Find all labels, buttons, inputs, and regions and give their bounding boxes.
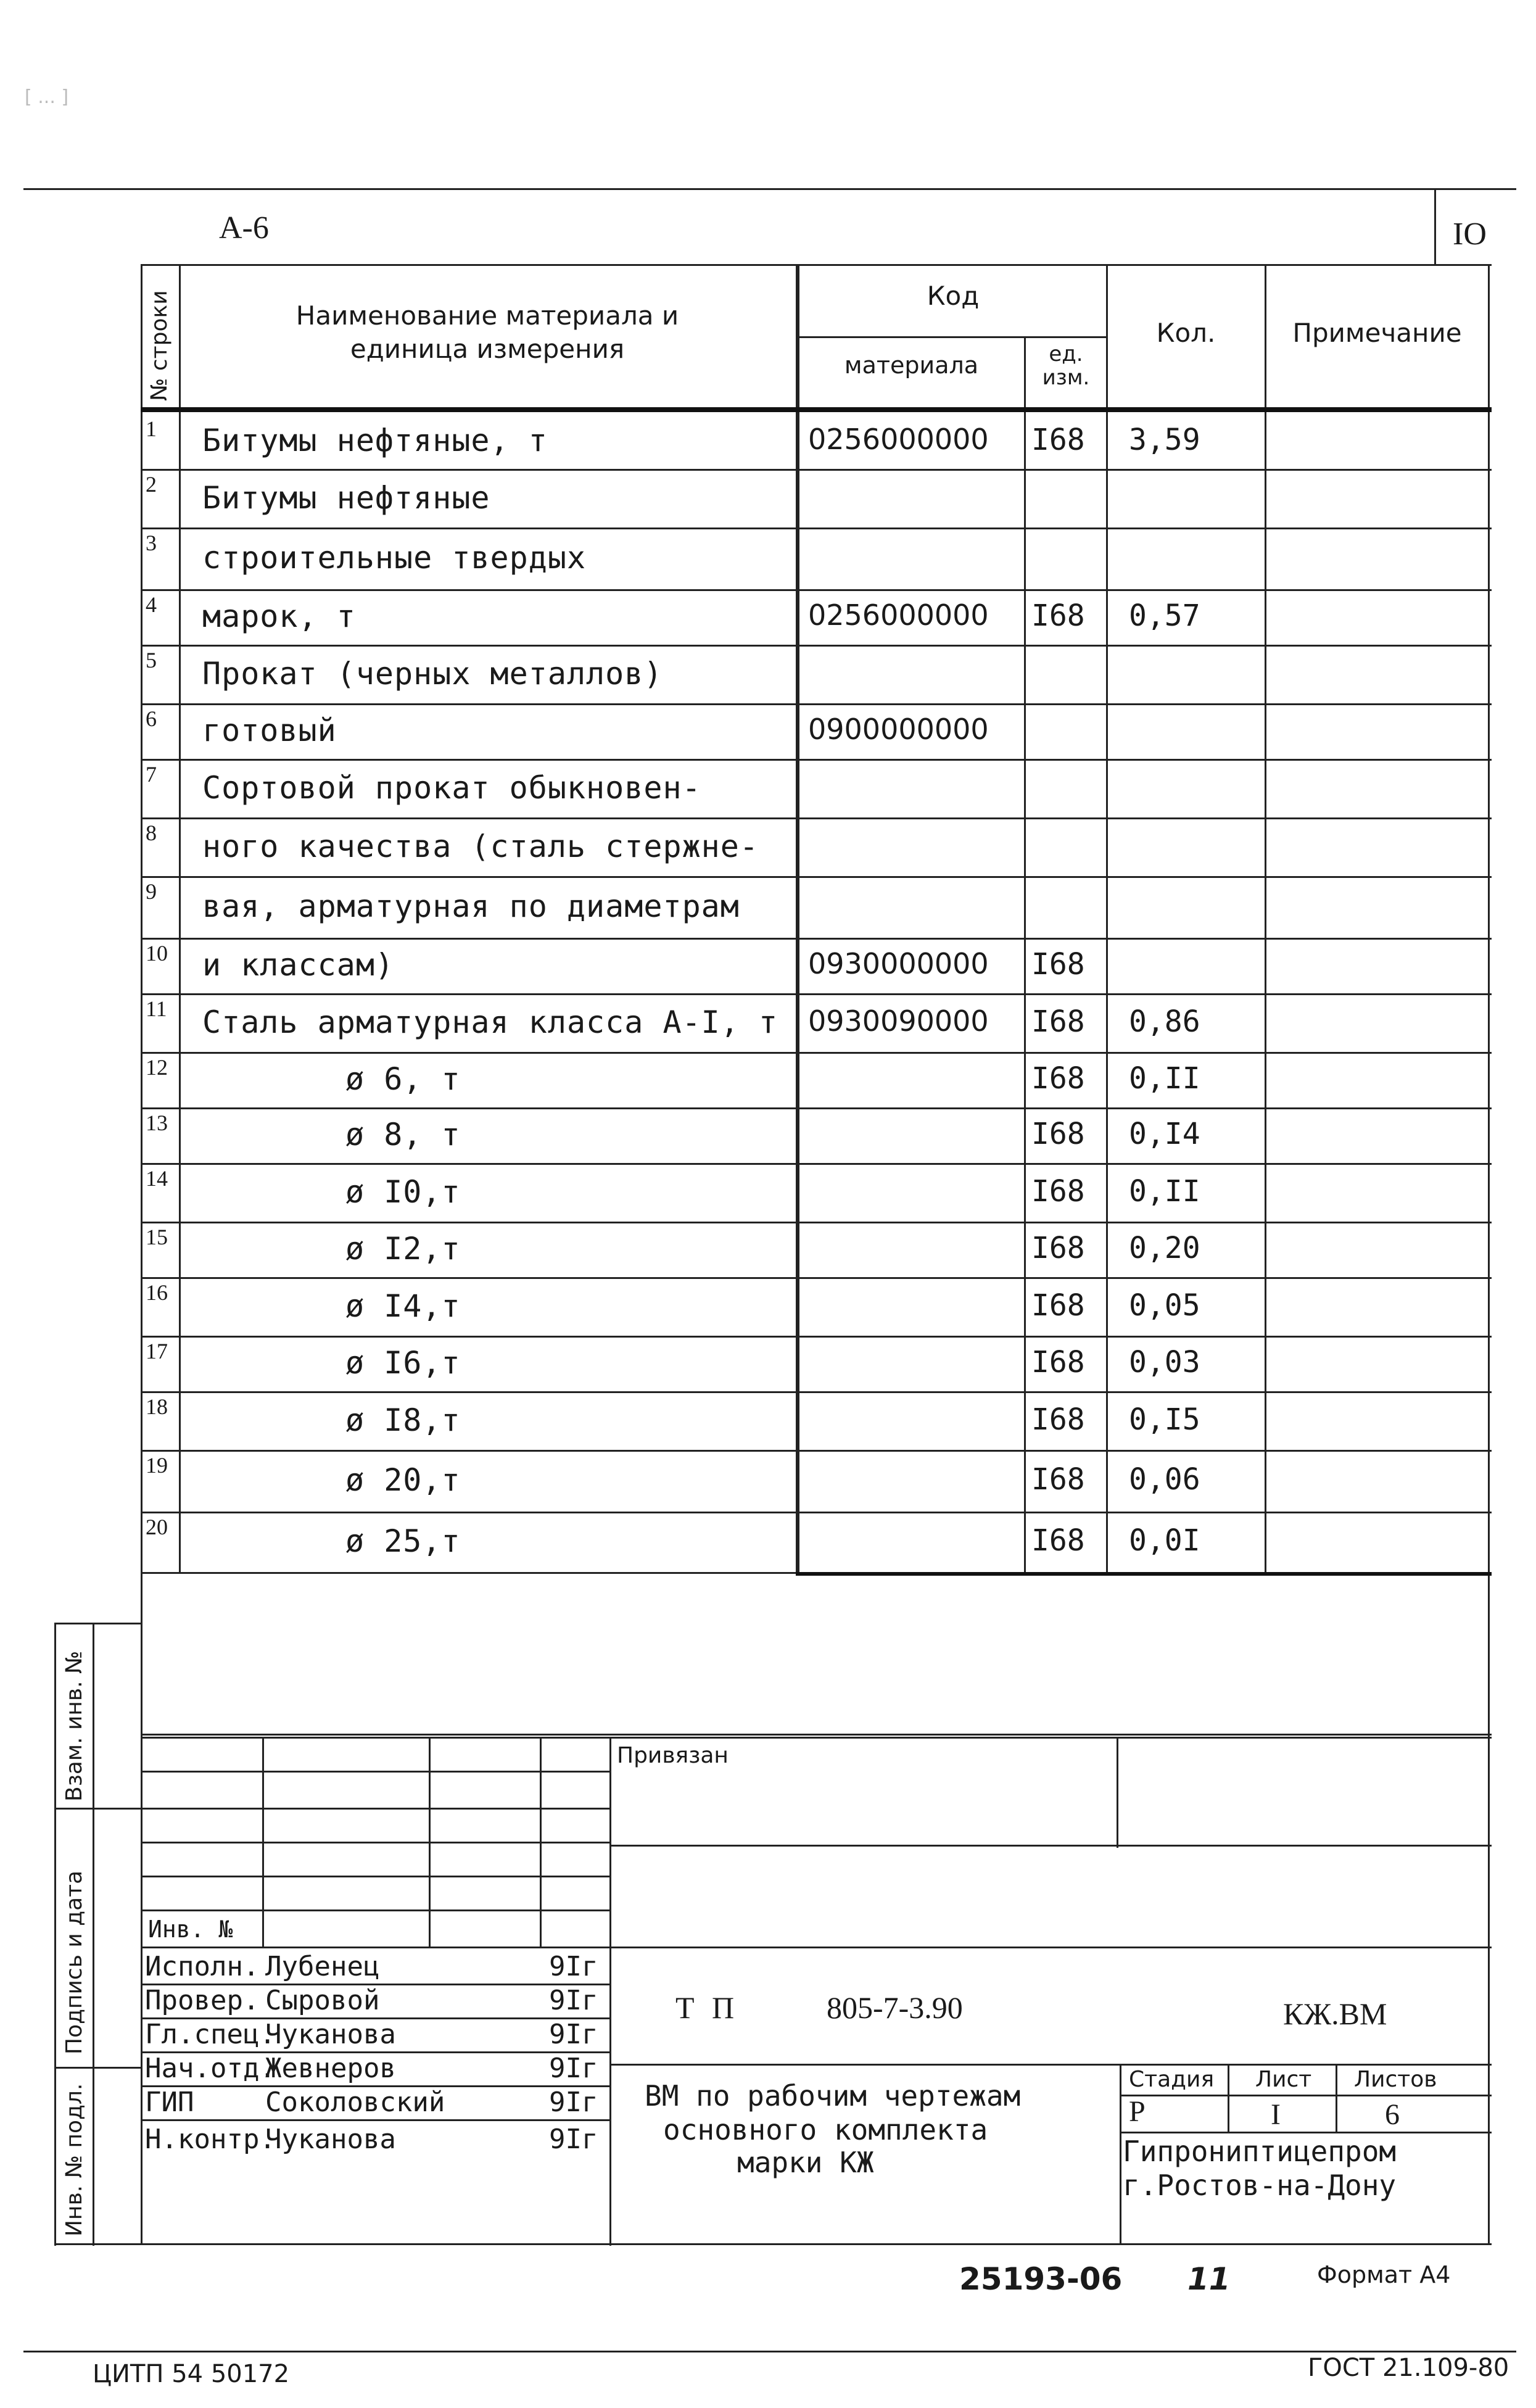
header-row-no: № строки <box>147 290 172 401</box>
header-code-unit: ед. изм. <box>1042 342 1090 390</box>
row-qty: 0,II <box>1129 1061 1200 1096</box>
row-number: 10 <box>146 941 168 966</box>
stamp-row-c <box>141 1842 609 1843</box>
row-number: 4 <box>146 592 157 617</box>
side-strip-mid <box>93 1623 94 2246</box>
row-unit: I68 <box>1031 1523 1085 1558</box>
header-name: Наименование материала и единица измерения <box>295 300 679 364</box>
col-note-left <box>1265 264 1266 1572</box>
row-text: Сортовой прокат обыкновен- <box>202 770 701 806</box>
row-number: 20 <box>146 1515 168 1539</box>
stage-header-bottom <box>1120 2095 1492 2096</box>
row-number: 19 <box>146 1453 168 1478</box>
table-bottom-line-left <box>141 1572 796 1574</box>
table-row-line <box>141 703 1492 705</box>
stamp-top-line <box>141 1737 1492 1739</box>
header-bottom-line <box>141 407 1492 412</box>
row-unit: I68 <box>1031 1174 1085 1209</box>
table-row-line <box>141 1052 1492 1054</box>
person-date: 9Iг <box>549 2019 598 2050</box>
row-text: ø I0,т <box>345 1174 461 1210</box>
col-name-left <box>179 264 181 1572</box>
row-number: 2 <box>146 472 157 497</box>
row-qty: 0,I4 <box>1129 1117 1200 1151</box>
side-label-podpis: Подпись и дата <box>62 1870 87 2054</box>
stamp-row-d <box>141 1876 609 1877</box>
person-date: 9Iг <box>549 2053 598 2084</box>
row-text: марок, т <box>202 598 356 634</box>
stamp-col-4 <box>609 1737 611 2246</box>
row-text: ø I8,т <box>345 1402 461 1438</box>
row-text: ø 6, т <box>345 1061 461 1097</box>
table-row-line <box>141 993 1492 995</box>
person-role: Н.контр. <box>145 2124 276 2155</box>
doc-title-2: основного комплекта <box>663 2113 988 2146</box>
table-row-line <box>141 589 1492 591</box>
doc-title-1: ВМ по рабочим чертежам <box>645 2079 1021 2112</box>
table-top-line <box>141 264 1492 266</box>
person-name: Жевнеров <box>265 2053 396 2084</box>
row-text: ø I4,т <box>345 1288 461 1324</box>
table-row-line <box>141 469 1492 471</box>
person-name: Чуканова <box>265 2019 396 2050</box>
person-date: 9Iг <box>549 1951 598 1982</box>
row-unit: I68 <box>1031 1004 1085 1039</box>
page-number: IO <box>1453 217 1487 252</box>
person-date: 9Iг <box>549 2087 598 2118</box>
row-unit: I68 <box>1031 1231 1085 1265</box>
row-unit: I68 <box>1031 1462 1085 1497</box>
side-strip-sep-2 <box>54 2067 141 2069</box>
table-row-line <box>141 1107 1492 1109</box>
stamp-row-e <box>141 1909 609 1911</box>
row-number: 16 <box>146 1280 168 1305</box>
row-number: 6 <box>146 706 157 731</box>
tp-row-bottom <box>609 2064 1492 2066</box>
row-qty: 0,II <box>1129 1174 1200 1209</box>
row-number: 7 <box>146 762 157 787</box>
row-unit: I68 <box>1031 1345 1085 1380</box>
row-code: 0930090000 <box>808 1004 989 1038</box>
code-subheader-line <box>796 336 1106 338</box>
tp-label: Т П <box>675 1990 740 2025</box>
header-code: Код <box>927 281 980 311</box>
table-row-line <box>141 1512 1492 1513</box>
row-number: 15 <box>146 1225 168 1249</box>
stage-col-2 <box>1336 2064 1337 2132</box>
person-date: 9Iг <box>549 1985 598 2016</box>
people-row-line <box>141 2119 609 2121</box>
row-text: Битумы нефтяные <box>202 480 490 516</box>
row-unit: I68 <box>1031 1402 1085 1437</box>
row-code: 0256000000 <box>808 598 989 632</box>
person-role: ГИП <box>145 2087 194 2118</box>
person-name: Сыровой <box>265 1985 380 2016</box>
row-text: Битумы нефтяные, т <box>202 423 548 458</box>
top-border <box>23 188 1516 190</box>
row-qty: 0,06 <box>1129 1462 1200 1497</box>
stage-values-bottom <box>1120 2132 1492 2133</box>
col-qty-left <box>1106 264 1108 1572</box>
privyazan-bottom <box>609 1845 1492 1847</box>
page-number-box-left <box>1434 188 1436 265</box>
row-qty: 0,05 <box>1129 1288 1200 1323</box>
person-role: Гл.спец. <box>145 2019 276 2050</box>
row-number: 5 <box>146 648 157 672</box>
person-role: Провер. <box>145 1985 260 2016</box>
row-code: 0930000000 <box>808 947 989 980</box>
stamp-upper-divider <box>609 1947 1492 1948</box>
row-text: ø 25,т <box>345 1523 461 1559</box>
doc-title-3: марки КЖ <box>737 2146 874 2179</box>
org-line-2: г.Ростов-на-Дону <box>1123 2169 1397 2202</box>
row-text: Прокат (черных металлов) <box>202 656 663 692</box>
row-unit: I68 <box>1031 1288 1085 1323</box>
row-text: строительные твердых <box>202 540 587 576</box>
stage-value: Р <box>1129 2095 1146 2128</box>
row-text: готовый <box>202 713 337 748</box>
sheet-label: А-6 <box>219 210 269 246</box>
gost-label: ГОСТ 21.109-80 <box>1308 2354 1509 2382</box>
list-label: Лист <box>1255 2067 1312 2092</box>
privyazan-right <box>1117 1737 1118 1848</box>
table-row-line <box>141 1391 1492 1393</box>
table-row-line <box>141 1277 1492 1279</box>
row-number: 14 <box>146 1166 168 1191</box>
row-qty: 0,0I <box>1129 1523 1200 1558</box>
sheets-value: 6 <box>1385 2098 1400 2131</box>
header-code-material: материала <box>844 352 979 379</box>
side-strip-left <box>54 1623 56 2246</box>
footer-page: 11 <box>1187 2261 1231 2297</box>
stage-label: Стадия <box>1129 2067 1215 2092</box>
table-row-line <box>141 817 1492 819</box>
side-label-inv: Инв. № подл. <box>62 2083 87 2236</box>
table-row-line <box>141 876 1492 878</box>
table-row-line <box>141 1222 1492 1223</box>
table-row-line <box>141 1336 1492 1338</box>
col-code-left <box>796 264 799 1572</box>
person-name: Лубенец <box>265 1951 380 1982</box>
inv-no-label: Инв. № <box>148 1916 233 1943</box>
archive-number: 25193-06 <box>959 2261 1123 2297</box>
row-qty: 0,86 <box>1129 1004 1200 1039</box>
stage-col-1 <box>1228 2064 1229 2132</box>
privyazan-label: Привязан <box>617 1743 729 1768</box>
row-text: ø I2,т <box>345 1231 461 1267</box>
row-text: ø 8, т <box>345 1117 461 1152</box>
tp-number: 805-7-3.90 <box>827 1990 963 2025</box>
side-strip-bottom <box>54 2243 141 2245</box>
person-name: Чуканова <box>265 2124 396 2155</box>
lower-line-1 <box>141 1734 1492 1736</box>
row-unit: I68 <box>1031 947 1085 982</box>
stamp-row-a <box>141 1771 609 1773</box>
table-row-line <box>141 645 1492 647</box>
mark: КЖ.ВМ <box>1283 1996 1387 2031</box>
row-number: 1 <box>146 416 157 441</box>
citp-label: ЦИТП 54 50172 <box>93 2360 290 2388</box>
org-line-1: Гипрониптицепром <box>1123 2135 1397 2168</box>
row-number: 11 <box>146 996 167 1021</box>
row-text: и классам) <box>202 947 395 983</box>
stamp-row-f <box>141 1947 609 1948</box>
header-note: Примечание <box>1292 318 1462 348</box>
col-unit-left <box>1024 336 1026 1572</box>
format-label: Формат А4 <box>1317 2261 1451 2288</box>
header-qty: Кол. <box>1156 318 1216 348</box>
side-label-vzam: Взам. инв. № <box>62 1650 87 1802</box>
row-code: 0256000000 <box>808 423 989 456</box>
row-qty: 0,20 <box>1129 1231 1200 1265</box>
row-unit: I68 <box>1031 598 1085 633</box>
row-unit: I68 <box>1031 423 1085 457</box>
row-qty: 3,59 <box>1129 423 1200 457</box>
row-number: 9 <box>146 879 157 904</box>
row-number: 12 <box>146 1055 168 1080</box>
row-text: ø 20,т <box>345 1462 461 1498</box>
table-row-line <box>141 1450 1492 1452</box>
row-qty: 0,I5 <box>1129 1402 1200 1437</box>
table-bottom-line <box>796 1572 1492 1576</box>
table-row-line <box>141 528 1492 529</box>
row-number: 8 <box>146 821 157 845</box>
row-number: 18 <box>146 1394 168 1419</box>
table-row-line <box>141 938 1492 940</box>
title-right <box>1120 2064 1121 2244</box>
row-text: Сталь арматурная класса А-I, т <box>202 1004 778 1040</box>
side-strip-sep-1 <box>54 1808 141 1810</box>
row-number: 13 <box>146 1111 168 1135</box>
table-row-line <box>141 1163 1492 1165</box>
listov-label: Листов <box>1354 2067 1437 2092</box>
row-code: 0900000000 <box>808 713 989 746</box>
row-unit: I68 <box>1031 1117 1085 1151</box>
row-text: вая, арматурная по диаметрам <box>202 888 740 924</box>
sheet-value: I <box>1271 2098 1281 2131</box>
row-unit: I68 <box>1031 1061 1085 1096</box>
person-role: Нач.отд. <box>145 2053 276 2084</box>
row-text: ного качества (сталь стержне- <box>202 829 759 864</box>
stamp-row-b <box>141 1808 609 1810</box>
row-number: 3 <box>146 531 157 555</box>
person-name: Соколовский <box>265 2087 445 2118</box>
person-date: 9Iг <box>549 2124 598 2155</box>
row-qty: 0,03 <box>1129 1345 1200 1380</box>
row-number: 17 <box>146 1339 168 1363</box>
row-text: ø I6,т <box>345 1345 461 1381</box>
stamp-bottom-line <box>141 2243 1492 2245</box>
top-scribble: [ ... ] <box>25 86 69 108</box>
row-qty: 0,57 <box>1129 598 1200 633</box>
side-strip-top <box>54 1623 141 1624</box>
person-role: Исполн. <box>145 1951 260 1982</box>
table-row-line <box>141 759 1492 761</box>
footer-line <box>23 2351 1516 2352</box>
